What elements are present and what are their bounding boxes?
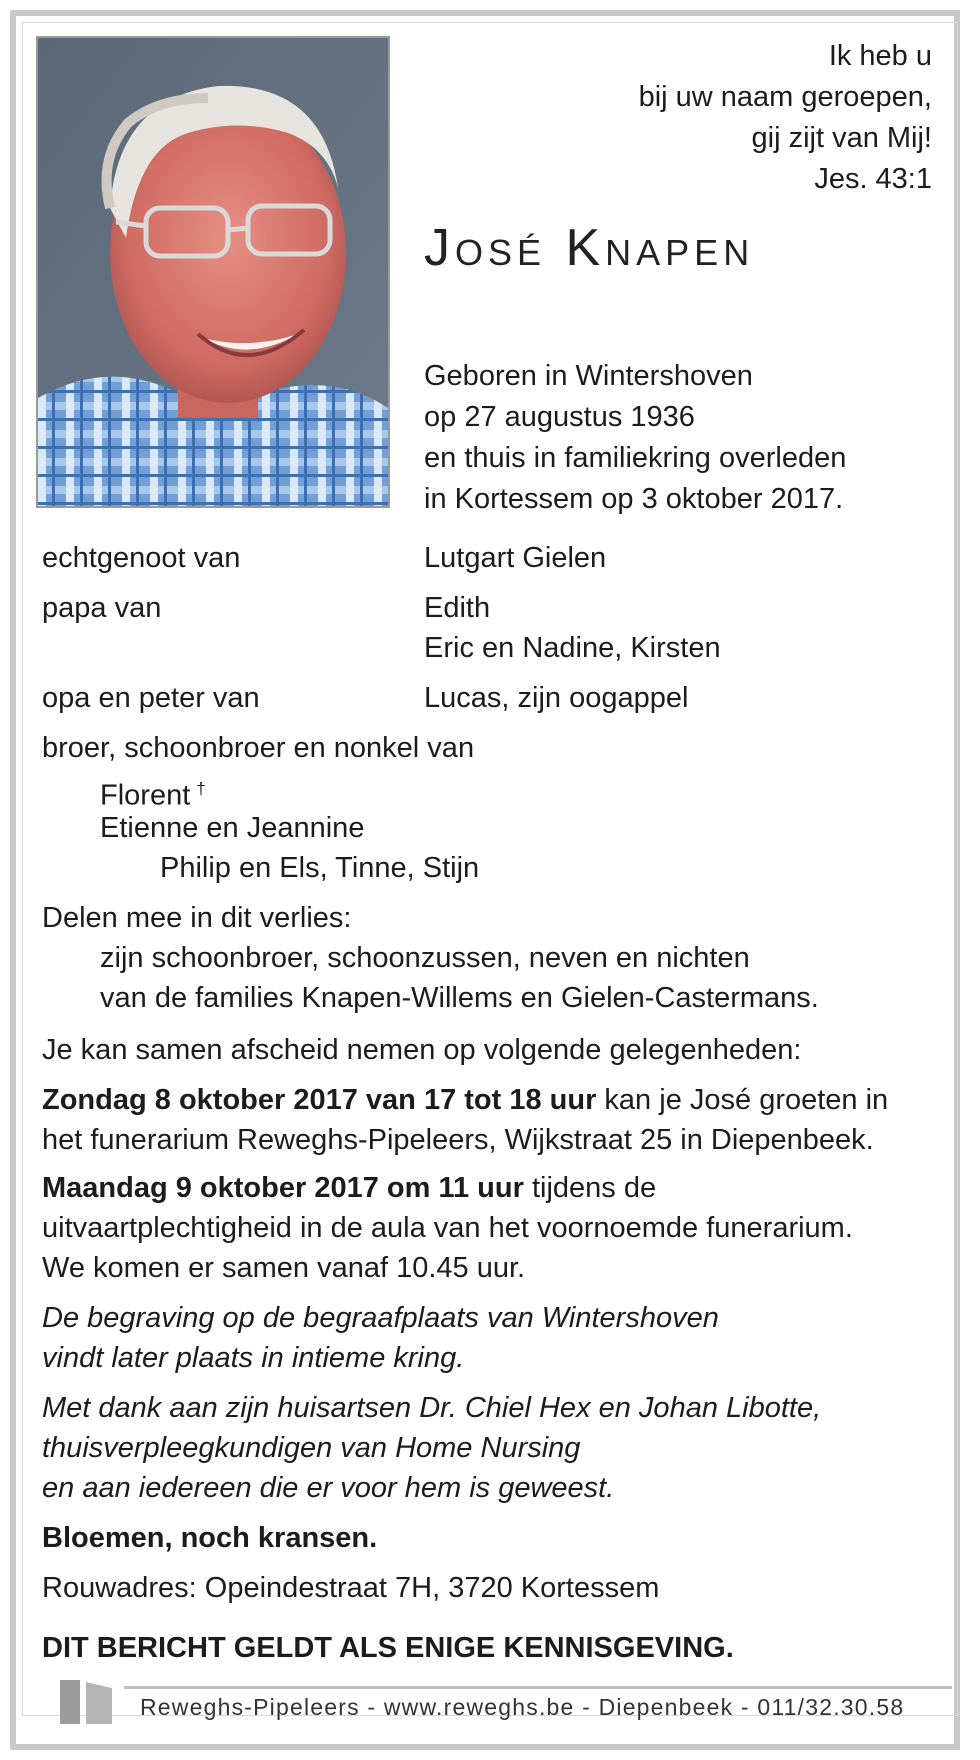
event-1-time: Zondag 8 oktober 2017 van 17 tot 18 uur (42, 1084, 597, 1116)
flowers-note: Bloemen, noch kransen. (42, 1522, 378, 1554)
notice-statement: DIT BERICHT GELDT ALS ENIGE KENNISGEVING. (42, 1632, 734, 1664)
deceased-name: José Knapen (424, 219, 755, 277)
event-2-text: tijdens de (523, 1172, 657, 1204)
event-2 (42, 1168, 656, 1209)
footer-divider (124, 1686, 952, 1689)
sharing-line: van de families Knapen-Willems en Gielen-Castermans. (100, 982, 819, 1014)
child-name: Eric en Nadine, Kirsten (424, 632, 721, 664)
mourning-address: Rouwadres: Opeindestraat 7H, 3720 Kortessem (42, 1572, 660, 1604)
burial-note: vindt later plaats in intieme kring. (42, 1342, 465, 1374)
birth-death-info (424, 356, 846, 520)
sibling-name: Etienne en Jeannine (100, 812, 365, 844)
event-2-time: Maandag 9 oktober 2017 om 11 uur (42, 1172, 524, 1204)
sharing-line: zijn schoonbroer, schoonzussen, neven en nichten (100, 942, 750, 974)
sibling-children: Philip en Els, Tinne, Stijn (160, 852, 480, 884)
burial-note: De begraving op de begraafplaats van Wintershoven (42, 1302, 719, 1334)
children-label: papa van (42, 592, 162, 624)
deceased-cross: † (196, 779, 206, 798)
event-2-line: uitvaartplechtigheid in de aula van het voornoemde funerarium. (42, 1212, 853, 1244)
sibling-name: Florent (100, 779, 191, 812)
sharing-label: Delen mee in dit verlies: (42, 902, 352, 934)
intro-line: en thuis in familiekring overleden (424, 442, 847, 474)
intro-line: Geboren in Wintershoven (424, 360, 753, 392)
intro-line: in Kortessem op 3 oktober 2017. (424, 483, 844, 515)
bible-quote (639, 36, 932, 200)
sibling-label: broer, schoonbroer en nonkel van (42, 732, 475, 764)
quote-reference: Jes. 43:1 (814, 163, 932, 195)
event-1 (42, 1080, 888, 1121)
farewell-intro: Je kan samen afscheid nemen op volgende gelegenheden: (42, 1034, 802, 1066)
footer-contact: Reweghs-Pipeleers - www.reweghs.be - Diepenbeek - 011/32.30.58 (140, 1694, 905, 1720)
grandchild-label: opa en peter van (42, 682, 260, 714)
quote-line: Ik heb u (828, 40, 932, 72)
spouse-label: echtgenoot van (42, 542, 241, 574)
quote-line: bij uw naam geroepen, (638, 81, 932, 113)
thanks-note: en aan iedereen die er voor hem is geweest. (42, 1472, 615, 1504)
funeral-home-logo-icon (58, 1678, 114, 1726)
event-1-location: het funerarium Reweghs-Pipeleers, Wijkstraat 25 in Diepenbeek. (42, 1124, 874, 1156)
quote-line: gij zijt van Mij! (751, 122, 932, 154)
thanks-note: Met dank aan zijn huisartsen Dr. Chiel Hex en Johan Libotte, (42, 1392, 822, 1424)
event-1-text: kan je José groeten in (596, 1084, 889, 1116)
event-2-line: We komen er samen vanaf 10.45 uur. (42, 1252, 526, 1284)
thanks-note: thuisverpleegkundigen van Home Nursing (42, 1432, 581, 1464)
intro-line: op 27 augustus 1936 (424, 401, 695, 433)
grandchild-name: Lucas, zijn oogappel (424, 682, 689, 714)
spouse-name: Lutgart Gielen (424, 542, 607, 574)
child-name: Edith (424, 592, 491, 624)
portrait-photo (36, 36, 390, 508)
